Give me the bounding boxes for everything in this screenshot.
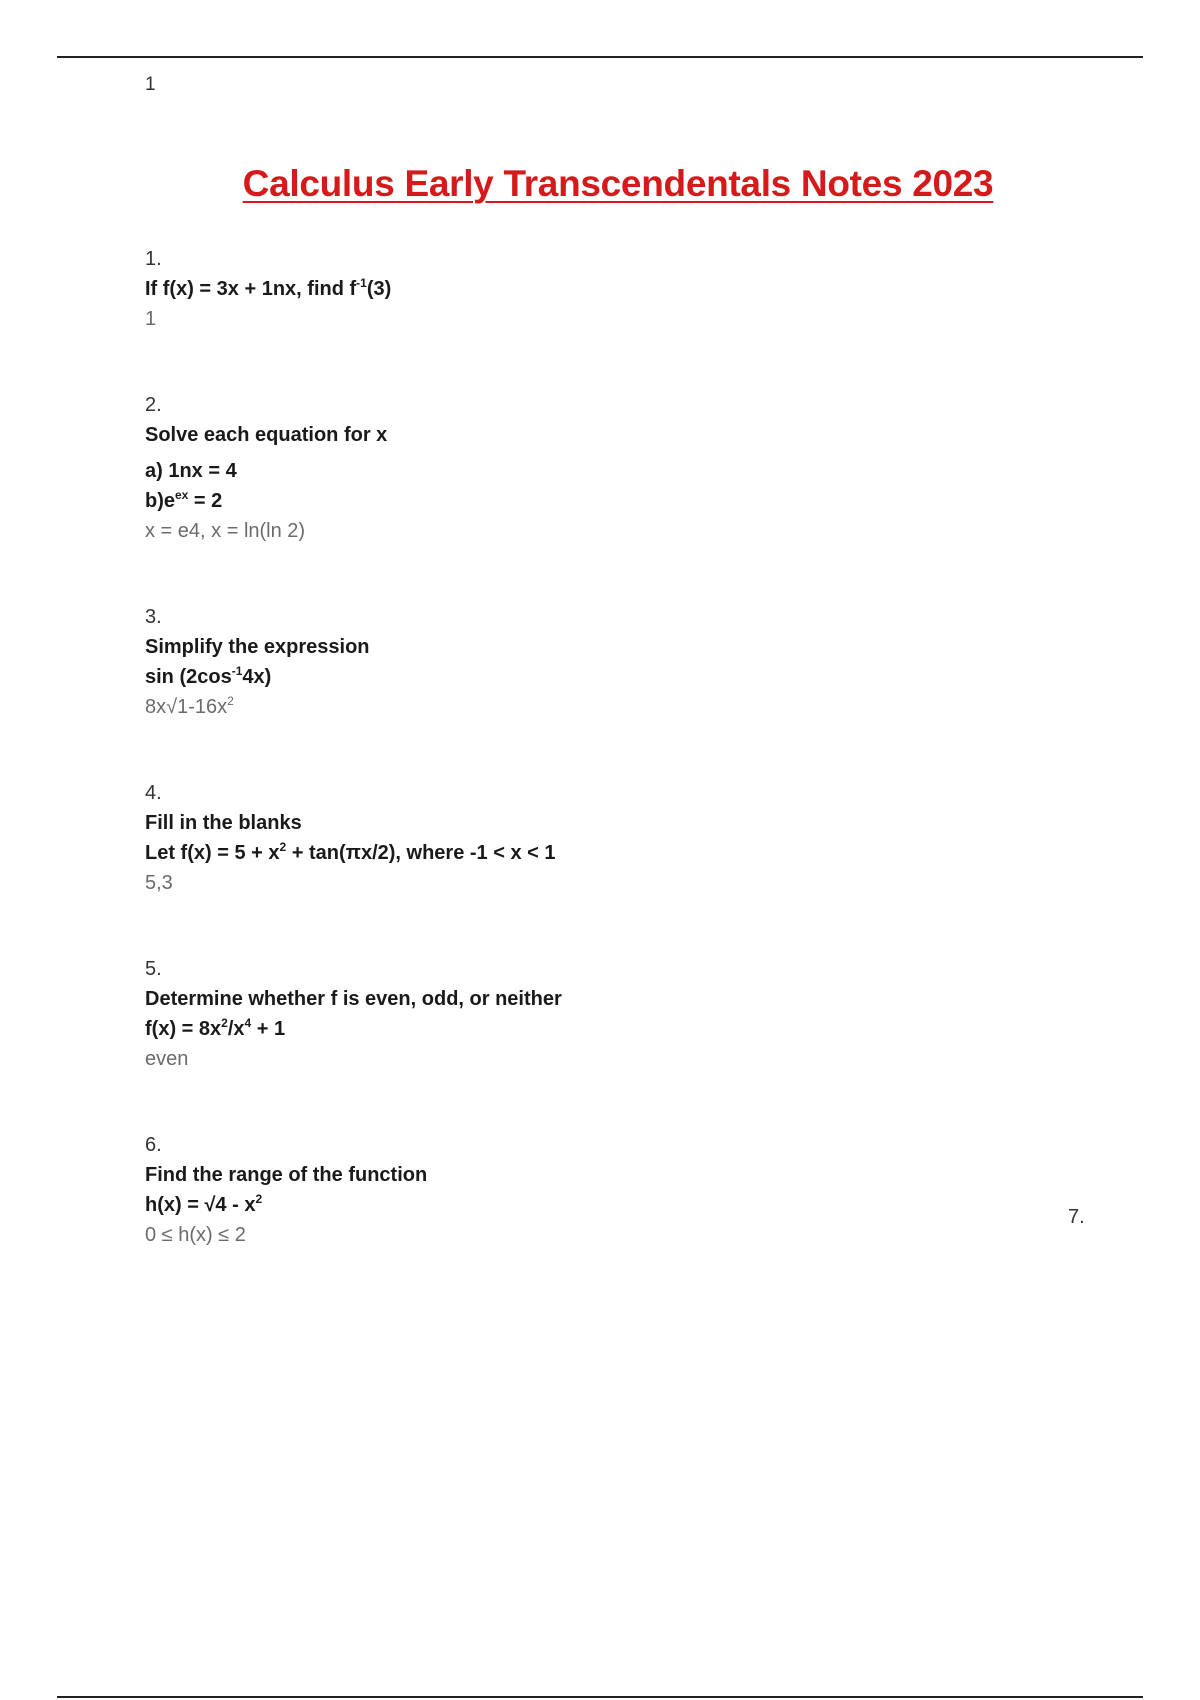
- question-prompt: Find the range of the function: [145, 1164, 428, 1186]
- superscript: ex: [175, 488, 189, 502]
- superscript: 2: [279, 840, 287, 854]
- question-prompt: Determine whether f is even, odd, or neither: [145, 988, 562, 1010]
- bottom-rule: [57, 1696, 1143, 1698]
- superscript: 4: [244, 1016, 252, 1030]
- question-answer: 1: [145, 308, 157, 330]
- question-answer: x = e4, x = ln(ln 2): [145, 520, 306, 542]
- question-expression: [145, 838, 1065, 868]
- question-prompt: [145, 274, 1065, 304]
- question-number: 3.: [145, 606, 162, 628]
- next-question-number: 7.: [1068, 1206, 1085, 1228]
- question-prompt: Solve each equation for x: [145, 424, 388, 446]
- question-2: [145, 390, 1065, 546]
- prompt-text: b)e: [145, 490, 175, 512]
- question-expression: [145, 1190, 1065, 1220]
- question-expression: [145, 1014, 1065, 1044]
- question-prompt: Simplify the expression: [145, 636, 370, 658]
- question-1: [145, 244, 1065, 334]
- top-rule: [57, 56, 1143, 58]
- question-answer: [145, 692, 1065, 722]
- page-number: 1: [145, 74, 156, 95]
- question-prompt: Fill in the blanks: [145, 812, 302, 834]
- question-number: 1.: [145, 248, 162, 270]
- expression-text: sin (2cos: [145, 666, 232, 688]
- question-list: [145, 244, 1065, 1306]
- question-5: [145, 954, 1065, 1074]
- expression-text: 4x): [242, 666, 272, 688]
- question-3: [145, 602, 1065, 722]
- answer-text: 8x√1-16x: [145, 696, 228, 718]
- expression-text: + 1: [251, 1018, 286, 1040]
- question-answer: 0 ≤ h(x) ≤ 2: [145, 1224, 246, 1246]
- expression-text: /x: [227, 1018, 245, 1040]
- question-answer: even: [145, 1048, 189, 1070]
- prompt-text: = 2: [188, 490, 223, 512]
- superscript: 2: [221, 1016, 228, 1030]
- superscript: 2: [255, 1192, 263, 1206]
- document-title: Calculus Early Transcendentals Notes 2023: [242, 163, 994, 204]
- prompt-text: (3): [366, 278, 392, 300]
- superscript: 2: [227, 694, 234, 708]
- prompt-text: If f(x) = 3x + 1nx, find f: [145, 278, 357, 300]
- superscript: -1: [231, 664, 243, 678]
- question-6: [145, 1130, 1065, 1250]
- expression-text: + tan(πx/2), where -1 < x < 1: [286, 842, 556, 864]
- question-number: 5.: [145, 958, 162, 980]
- expression-text: h(x) = √4 - x: [145, 1194, 256, 1216]
- question-number: 4.: [145, 782, 162, 804]
- question-part-b: [145, 486, 1065, 516]
- expression-text: f(x) = 8x: [145, 1018, 222, 1040]
- expression-text: Let f(x) = 5 + x: [145, 842, 280, 864]
- question-4: [145, 778, 1065, 898]
- question-number: 6.: [145, 1134, 162, 1156]
- question-part-a: a) 1nx = 4: [145, 460, 237, 482]
- question-answer: 5,3: [145, 872, 173, 894]
- question-expression: [145, 662, 1065, 692]
- superscript: -1: [356, 276, 367, 290]
- question-number: 2.: [145, 394, 162, 416]
